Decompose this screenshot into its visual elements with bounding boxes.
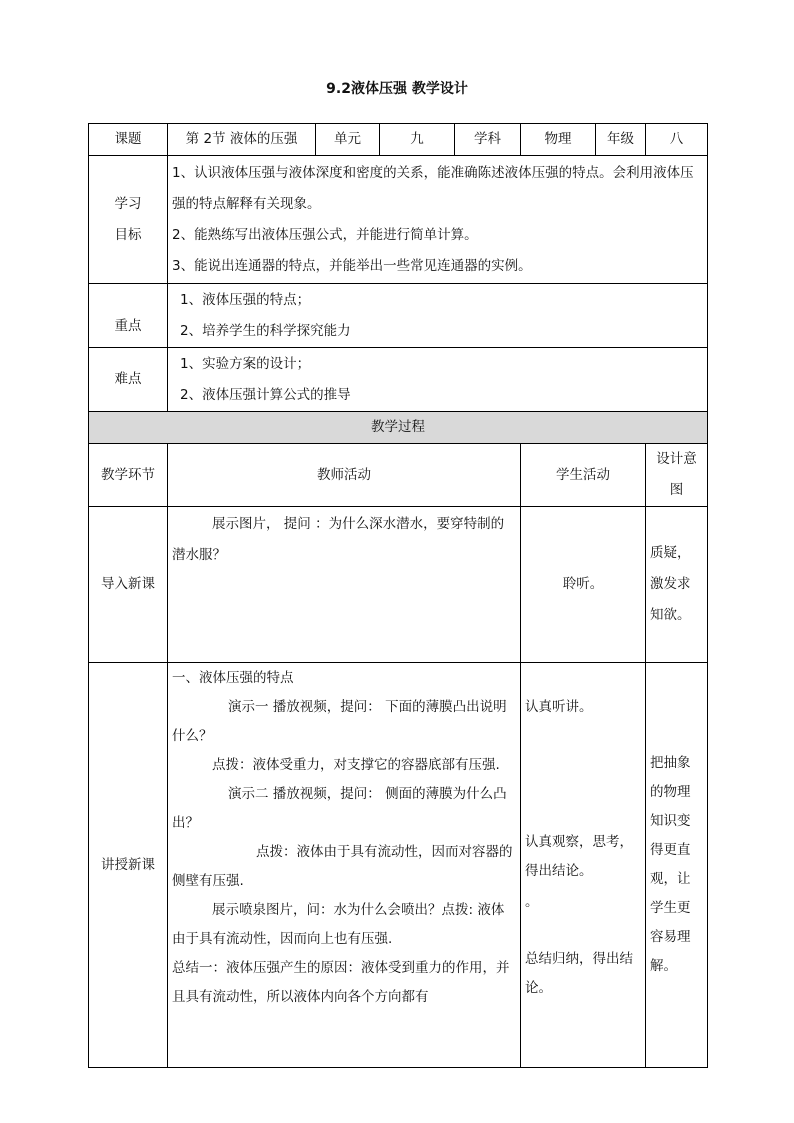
- intro-teacher-text: 展示图片， 提问 ：为什么深水潜水，要穿特制的潜水服？: [172, 516, 505, 563]
- topic-value: 第 2节 液体的压强: [168, 124, 316, 156]
- goal-item: 3、能说出连通器的特点，并能举出一些常见连通器的实例。: [172, 257, 532, 274]
- lecture-teacher-line: 总结一：液体压强产生的原因：液体受到重力的作用，并且具有流动性，所以液体内向各个方向都有: [172, 960, 510, 1005]
- lesson-plan-table: [88, 123, 708, 1068]
- lecture-row: [89, 663, 708, 1068]
- lecture-student-item: 认真观察，思考，得出结论。: [525, 834, 633, 879]
- grade-label: 年级: [596, 124, 646, 156]
- topic-label: 课题: [89, 124, 168, 156]
- difficulties-content: [168, 348, 708, 412]
- info-row: [89, 124, 708, 156]
- intro-teacher: [168, 507, 521, 663]
- goals-label-line-2: 目标: [114, 226, 142, 243]
- intro-student: 聆听。: [521, 507, 646, 663]
- subject-value: 物理: [521, 124, 596, 156]
- goals-row: [89, 156, 708, 284]
- goal-item: 2、能熟练写出液体压强公式，并能进行简单计算。: [172, 226, 478, 243]
- lecture-student-item: 认真听讲。: [525, 699, 593, 715]
- lecture-stage: 讲授新课: [89, 663, 168, 1068]
- lecture-teacher: [168, 663, 521, 1068]
- goals-label-line-1: 学习: [114, 195, 142, 212]
- lecture-teacher-line: 展示喷泉图片，问：水为什么会喷出？点拨: 液体由于具有流动性，因而向上也有压强.: [172, 902, 505, 947]
- document-title: 9.2液体压强 教学设计: [326, 81, 468, 97]
- lecture-teacher-line: 点拨：液体由于具有流动性，因而对容器的侧壁有压强.: [172, 844, 513, 889]
- lecture-student-item: 总结归纳，得出结论。: [525, 951, 633, 996]
- goals-content: [168, 156, 708, 284]
- key-points-row: [89, 284, 708, 348]
- difficulties-label: 难点: [89, 348, 168, 412]
- unit-label: 单元: [316, 124, 380, 156]
- difficulties-row: [89, 348, 708, 412]
- lecture-student: [521, 663, 646, 1068]
- header-teacher: 教师活动: [168, 444, 521, 507]
- lecture-student-item: 。: [525, 894, 539, 910]
- header-intent: 设计意图: [646, 444, 708, 507]
- difficulty-item: 1、实验方案的设计；: [180, 355, 311, 372]
- header-student: 学生活动: [521, 444, 646, 507]
- process-title-row: [89, 412, 708, 444]
- process-header-row: [89, 444, 708, 507]
- lecture-teacher-line: 点拨：液体受重力，对支撑它的容器底部有压强.: [212, 757, 500, 773]
- subject-label: 学科: [455, 124, 521, 156]
- key-points-label: 重点: [89, 284, 168, 348]
- goal-item: 1、认识液体压强与液体深度和密度的关系，能准确陈述液体压强的特点。会利用液体压强的特点解释有关现象。: [172, 164, 694, 212]
- lecture-teacher-line: 一、液体压强的特点: [172, 670, 294, 686]
- grade-value: 八: [646, 124, 708, 156]
- process-section-title: 教学过程: [89, 412, 708, 444]
- unit-value: 九: [380, 124, 455, 156]
- difficulty-item: 2、液体压强计算公式的推导: [180, 386, 351, 403]
- lecture-intent: 把抽象的物理知识变得更直观，让学生更容易理解。: [646, 663, 708, 1068]
- key-point-item: 2、培养学生的科学探究能力: [180, 322, 351, 339]
- goals-label: [89, 156, 168, 284]
- header-stage: 教学环节: [89, 444, 168, 507]
- intro-intent: 质疑，激发求知欲。: [646, 507, 708, 663]
- intro-stage: 导入新课: [89, 507, 168, 663]
- lecture-teacher-line: 演示一 播放视频，提问： 下面的薄膜凸出说明什么？: [172, 699, 507, 744]
- intro-row: [89, 507, 708, 663]
- lecture-teacher-line: 演示二 播放视频，提问： 侧面的薄膜为什么凸出？: [172, 786, 507, 831]
- key-point-item: 1、液体压强的特点；: [180, 291, 311, 308]
- key-points-content: [168, 284, 708, 348]
